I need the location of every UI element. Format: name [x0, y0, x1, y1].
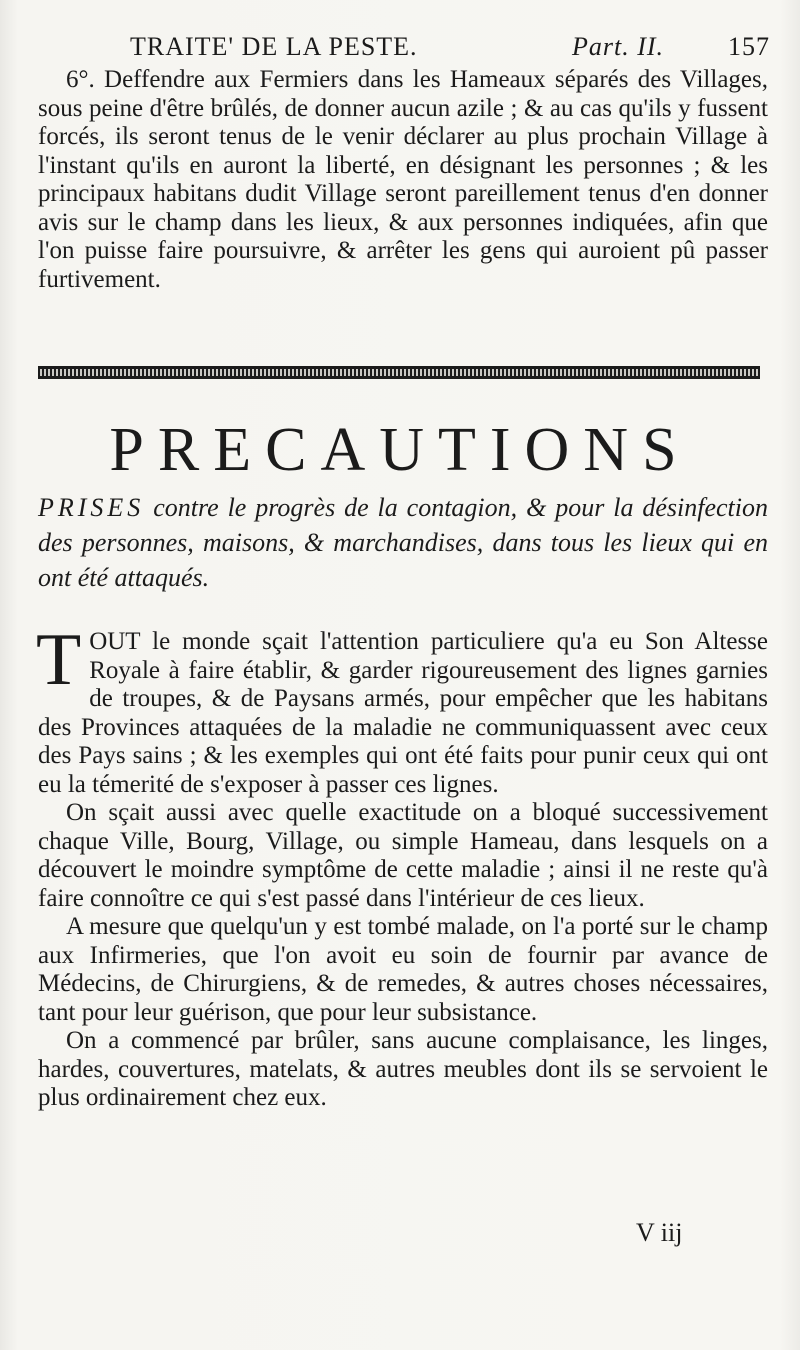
body-paragraph-4: On a commencé par brûler, sans aucune complaisance, les linges, hardes, couvertures, matelats, & autres meubles dont ils se servoient le plus ordinairement chez eux.: [38, 1027, 768, 1111]
drop-cap: T: [36, 619, 82, 701]
section-subtitle: [38, 490, 768, 595]
top-paragraph: 6°. Deffendre aux Fermiers dans les Hameaux séparés des Villages, sous peine d'être brûlés, de donner aucun azile ; & au cas qu'ils y fussent forcés, ils seront tenus de le venir déclarer au plus prochain Village à l'instant qu'ils en auront la liberté, en désignant les personnes ; & les principaux habitans dudit Village seront pareillement tenus d'en donner avis sur le champ dans les lieux, & aux personnes indiquées, afin que l'on puisse faire poursuivre, & arrêter les gens qui auroient pû passer furtivement.: [38, 66, 768, 293]
subtitle-text: contre le progrès de la contagion, & pour la désinfection des personnes, maisons, & marchandises, dans tous les lieux qui en ont été attaqués.: [38, 493, 768, 592]
section-divider-rule: [38, 366, 760, 379]
top-paragraph-block: [38, 66, 768, 294]
subtitle-first-word: PRISES: [38, 493, 145, 522]
body-paragraph-1: [36, 619, 768, 799]
running-header: [130, 32, 770, 66]
body-paragraph-1-text: OUT le monde sçait l'attention particuliere qu'a eu Son Altesse Royale à faire établir, & garder rigoureusement des lignes garnies de troupes, & de Paysans armés, pour empêcher que les habitans des Provinces attaquées de la maladie ne communiquassent avec ceux des Pays sains ; & les exemples qui ont été faits pour punir ceux qui ont eu la témerité de s'exposer à passer ces lignes.: [38, 628, 768, 798]
body-paragraph-3: A mesure que quelqu'un y est tombé malade, on l'a porté sur le champ aux Infirmeries, que l'on avoit eu soin de fournir par avance de Médecins, de Chirurgiens, & de remedes, & autres choses nécessaires, tant pour leur guérison, que pour leur subsistance.: [38, 913, 768, 1026]
page-number: 157: [728, 32, 770, 61]
body-text: [36, 619, 768, 1113]
part-label: Part. II.: [572, 32, 665, 61]
running-title: TRAITE' DE LA PESTE.: [130, 32, 418, 61]
signature-mark: V iij: [636, 1218, 683, 1247]
section-title: PRECAUTIONS: [109, 416, 691, 484]
body-paragraph-2: On sçait aussi avec quelle exactitude on a bloqué successivement chaque Ville, Bourg, Village, ou simple Hameau, dans lesquels on a découvert le moindre symptôme de cette maladie ; ainsi il ne reste qu'à faire connoître ce qui s'est passé dans l'intérieur de ces lieux.: [38, 799, 768, 912]
